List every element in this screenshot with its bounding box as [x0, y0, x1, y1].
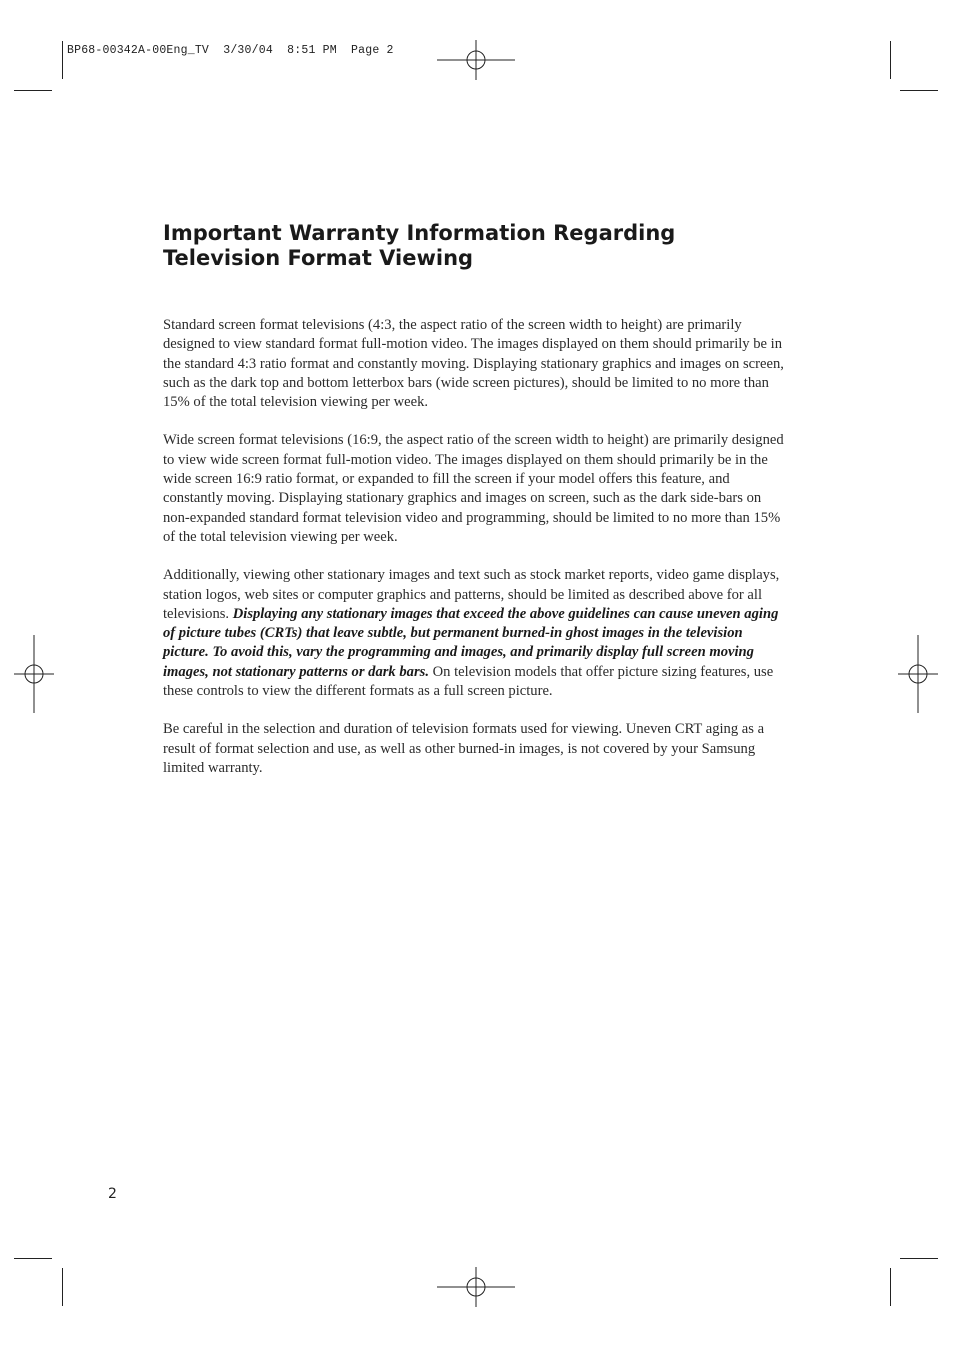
- warning-emphasis: Displaying any stationary images that exceed the above guidelines can cause uneven aging of picture tubes (CRTs) that leave subtle, but permanent burned-in ghost images in the television picture. To avoid this, vary the programming and images, and primarily display full screen moving images, not stationary patterns or dark bars.: [163, 605, 779, 680]
- print-slug: BP68-00342A-00Eng_TV 3/30/04 8:51 PM Page 2: [67, 44, 394, 57]
- registration-mark-icon: [437, 40, 515, 80]
- paragraph-text: On television models that offer picture sizing features, use these controls to view the different formats as a full screen picture.: [163, 663, 774, 700]
- crop-mark: [62, 41, 63, 79]
- paragraph-stationary-images: [163, 566, 785, 701]
- crop-mark: [900, 90, 938, 91]
- title-line-2: Television Format Viewing: [163, 246, 474, 270]
- page-title: [163, 221, 803, 271]
- registration-mark-icon: [898, 635, 938, 713]
- title-line-1: Important Warranty Information Regarding: [163, 221, 676, 245]
- paragraph-standard-format: Standard screen format televisions (4:3, the aspect ratio of the screen width to height) are primarily designed to view standard format full-motion video. The images displayed on them should primarily be in the standard 4:3 ratio format and constantly moving. Displaying stationary graphics and images on screen, such as the dark top and bottom letterbox bars (wide screen pictures), should be limited to no more than 15% of the total television viewing per week.: [163, 317, 784, 411]
- paragraph-text: Additionally, viewing other stationary images and text such as stock market reports, video game displays, station logos, web sites or computer graphics and patterns, should be limited as described above for all televisions.: [163, 567, 780, 622]
- page-number: 2: [108, 1186, 117, 1202]
- registration-mark-icon: [14, 635, 54, 713]
- body-text: [163, 316, 785, 797]
- crop-mark: [14, 1258, 52, 1259]
- crop-mark: [62, 1268, 63, 1306]
- crop-mark: [890, 41, 891, 79]
- paragraph-wide-screen-format: Wide screen format televisions (16:9, the aspect ratio of the screen width to height) are primarily designed to view wide screen format full-motion video. The images displayed on them should primarily be in the wide screen 16:9 ratio format, or expanded to fill the screen if your model offers this feature, and constantly moving. Displaying stationary graphics and images on screen, such as the dark side-bars on non-expanded standard format television video and programming, should be limited to no more than 15% of the total television viewing per week.: [163, 432, 784, 545]
- registration-mark-icon: [437, 1267, 515, 1307]
- crop-mark: [890, 1268, 891, 1306]
- crop-mark: [14, 90, 52, 91]
- crop-mark: [900, 1258, 938, 1259]
- paragraph-warranty-coverage: Be careful in the selection and duration of television formats used for viewing. Uneven CRT aging as a result of format selection and use, as well as other burned-in images, is not covered by your Samsung limited warranty.: [163, 721, 765, 776]
